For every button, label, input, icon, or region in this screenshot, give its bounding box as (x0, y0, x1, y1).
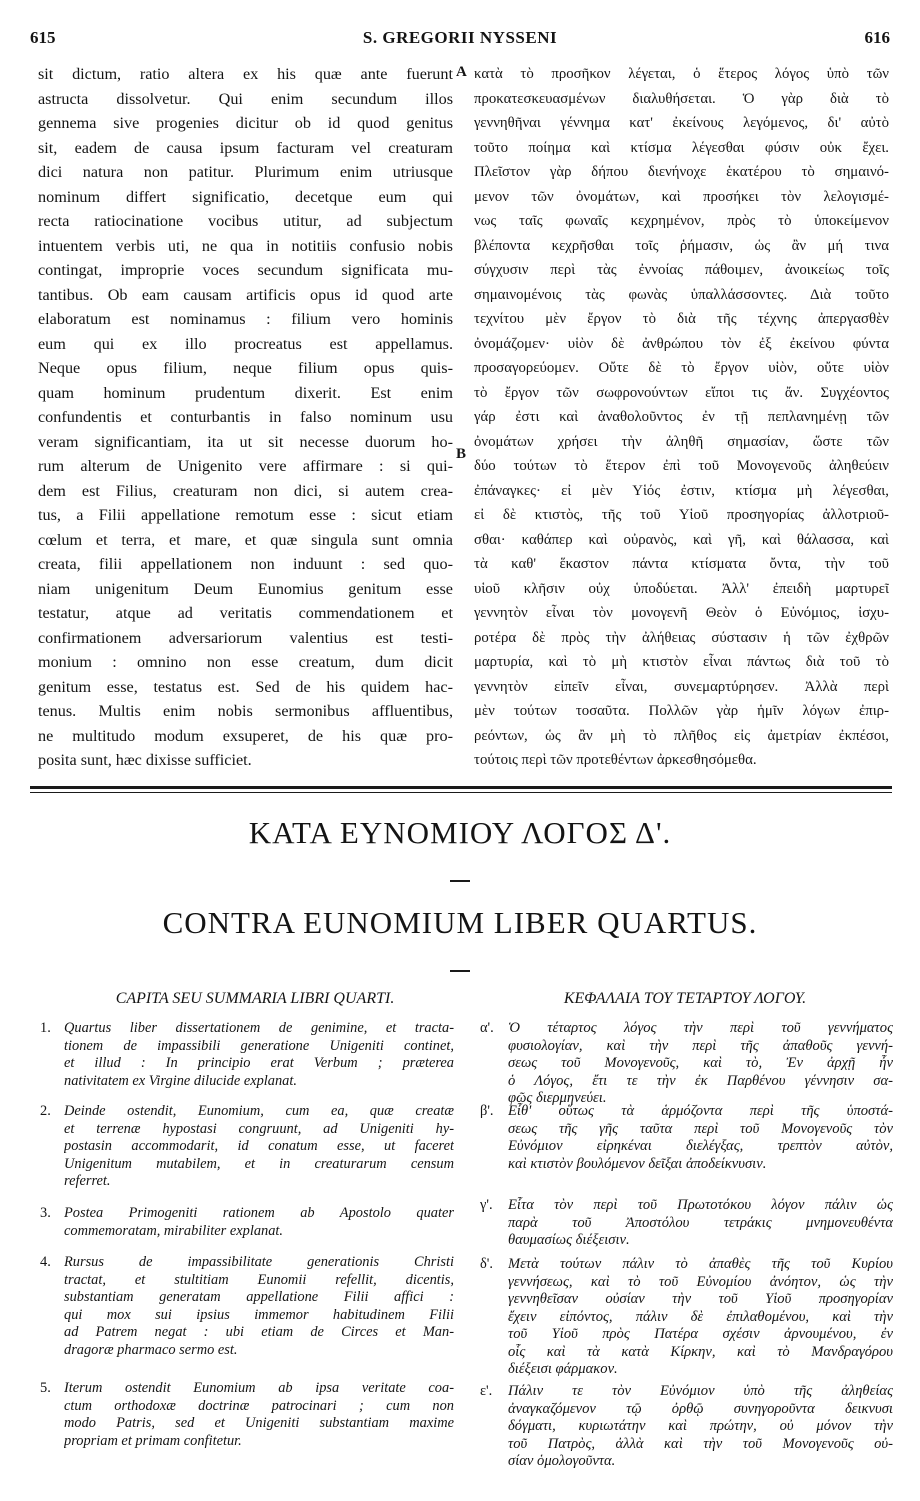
capitulum-number: 2. (40, 1103, 51, 1119)
text-line: γεννηθῆναι γέννημα κατ' ἐκείνους λεγόμενος, δι' αὐτὸ (474, 115, 889, 131)
text-line: quam hominum prudentum dixerit. Est enim (38, 383, 453, 402)
capitulum-line: οἷς καὶ τὰ κατὰ Κίρκην, καὶ τὸ Μανδραγόρου (508, 1343, 893, 1360)
capita-heading-greek: ΚΕΦΑΛΑΙΑ ΤΟΥ ΤΕΤΑΡΤΟΥ ΛΟΓΟΥ. (563, 990, 807, 1007)
text-line: μὲν τούτων τοσαῦτα. Πολλῶν γὰρ ἡμῖν λόγων ἐπιρ- (474, 703, 889, 719)
capitulum-number: δ'. (480, 1256, 493, 1272)
text-line: ne multitudo modum exsuperet, de his quæ pro- (38, 726, 453, 745)
capitulum-line: Iterum ostendit Eunomium ab ipsa veritate coa- (64, 1380, 454, 1396)
capitulum-line: Postea Primogeniti rationem ab Apostolo quater (64, 1205, 454, 1221)
capitulum-number: α'. (480, 1020, 494, 1036)
text-line: elaboratum est nominamus : filium vero hominis (38, 310, 453, 328)
text-line: recta ratiocinatione vocibus utitur, ad subjectum (38, 212, 453, 230)
section-rule-thin (30, 792, 892, 793)
capitulum-line: φῶς διερμηνεύει. (508, 1090, 607, 1106)
page-number-left: 615 (30, 28, 56, 47)
text-line: δύο τούτων τὸ ἕτερον ἐπὶ τοῦ Μονογενοῦς ἀληθεύειν (474, 458, 889, 474)
text-line: υἱοῦ κλῆσιν οὐχ ὑποδύεται. Ἀλλ' ἐπειδὴ μαρτυρεῖ (474, 580, 889, 597)
text-line: posita sunt, hæc dixisse sufficiet. (38, 751, 252, 769)
text-line: intuentem verbis uti, ne qua in notitiis confusio nobis (38, 236, 453, 255)
capitulum-entry (480, 1197, 893, 1250)
capitulum-line: Πάλιν τε τὸν Εὐνόμιον ὑπὸ τῆς ἀληθείας (508, 1383, 893, 1399)
capitulum-line: παρὰ τοῦ Ἀποστόλου τετράκις μνημονευθέντα (508, 1214, 893, 1231)
capitulum-line: τοῦ Υἱοῦ πρὸς Πατέρα σχέσιν ἀρνουμένου, ἐν (508, 1326, 893, 1342)
capitulum-entry (480, 1020, 893, 1108)
capitulum-entry (40, 1254, 454, 1359)
greek-text-column (474, 62, 889, 773)
capitulum-line: Εὐνόμιον εἰρηκέναι διελέγξας, τρεπτὸν αὐτὸν, (508, 1138, 893, 1154)
text-line: τεχνίτου μὲν ἔργον τὸ διὰ τῆς τέχνης ἀπεργασθὲν (474, 311, 889, 327)
text-line: gennema sive progenies dicitur ob id quod genitus (38, 114, 453, 132)
capitulum-entry (40, 1020, 454, 1090)
text-line: tenus. Multis enim nobis sermonibus affluentibus, (38, 702, 453, 720)
capitulum-line: dragoræ pharmaco sermo est. (64, 1341, 238, 1358)
margin-letter-a: A (456, 64, 467, 80)
capitulum-line: σίαν ὁμολογοῦντα. (508, 1453, 616, 1469)
book-title-latin: CONTRA EUNOMIUM LIBER QUARTUS. (162, 905, 758, 940)
capitulum-line: ἀναγκαζόμενον τῷ ὀρθῷ συνηγοροῦντα δεικνυσι (508, 1400, 893, 1417)
text-line: dem est Filius, creaturam non dici, si autem crea- (38, 481, 453, 500)
capitulum-line: φυσιολογίαν, καὶ τὴν περὶ τῆς ἀπαθοῦς γεννή- (508, 1037, 893, 1054)
text-line: contingat, improprie voces secundum significata mu- (38, 261, 453, 279)
text-line: κατὰ τὸ προσῆκον λέγεται, ὁ ἕτερος λόγος ὑπὸ τῶν (474, 66, 889, 82)
capitulum-number: 3. (40, 1205, 51, 1221)
text-line: μαρτυρία, καὶ τὸ μὴ κτιστὸν εἶναι πάντως διὰ τοῦ τὸ (474, 654, 889, 670)
capitulum-entry (480, 1256, 893, 1379)
text-line: μενον τῶν ὀνομάτων, καὶ προσήκει τὸν λελογισμέ- (474, 188, 889, 205)
text-line: σθαι· καθάπερ καὶ οὐρανὸς, καὶ γῆ, καὶ θάλασσα, καὶ (474, 531, 889, 548)
capitulum-entry (480, 1103, 893, 1173)
text-line: sit dictum, ratio altera ex his quæ ante fuerunt (38, 65, 453, 83)
capitulum-number: γ'. (480, 1197, 493, 1213)
text-line: cœlum et terra, et mare, et quæ singula sunt omnia (38, 530, 453, 549)
text-line: προσαγορεύομεν. Οὔτε δὲ τὸ ἔργον υἱὸν, οὔτε υἱὸν (474, 360, 889, 376)
capitulum-line: qui mox sui ipsius immemor habitudinem Filii (64, 1306, 454, 1323)
text-line: ἐπάναγκες· εἰ μὲν Υἱός ἐστιν, κτίσμα μὴ λέγεσθαι, (474, 482, 889, 499)
capitulum-line: propriam et primam confitetur. (64, 1432, 242, 1449)
capitulum-line: Μετὰ τούτων πάλιν τὸ ἀπαθὲς τῆς τοῦ Κυρίου (508, 1256, 893, 1272)
capitulum-number: ε'. (480, 1383, 493, 1399)
capitulum-line: Rursus de impassibilitate generationis Christi (64, 1254, 454, 1270)
text-line: eum qui ex illo procreatus est appellamus. (38, 334, 453, 353)
capitulum-line: τοῦ Πατρὸς, ἀλλὰ καὶ τὴν τοῦ Μονογενοῦς οὐ- (508, 1435, 893, 1452)
capitulum-line: Deinde ostendit, Eunomium, cum ea, quæ creatæ (64, 1103, 454, 1119)
text-line: ὀνομάζομεν· υἱὸν δὲ ἀνθρώπου τὸν ἐξ ἐκείνου φύντα (474, 335, 889, 352)
text-line: τούτοις περὶ τῶν προτεθέντων ἀρκεσθησόμεθα. (474, 752, 757, 768)
capitulum-line: referret. (64, 1173, 111, 1189)
capitulum-line: Εἶτα τὸν περὶ τοῦ Πρωτοτόκου λόγον πάλιν ὡς (508, 1197, 893, 1213)
capitulum-line: ad Patrem negat : ubi etiam de Circes et Man- (64, 1324, 454, 1340)
running-header (30, 8, 890, 48)
section-rule (30, 786, 892, 789)
capitulum-line: ctum orthodoxæ doctrinæ patrocinari ; cum non (64, 1397, 454, 1414)
text-line: confundentis et conturbantis in falso nominum usu (38, 408, 453, 426)
capitulum-line: ἔχειν εἰπόντος, πάλιν δὲ ἐπιλαθομένου, καὶ τὴν (508, 1308, 893, 1325)
latin-text-column (38, 62, 453, 773)
text-line: veram significantiam, ita ut sit necesse duorum ho- (38, 432, 453, 451)
capitulum-line: δόγματι, κυριωτάτην καὶ πρώτην, οὐ μόνον τὴν (508, 1418, 893, 1434)
text-line: σύγχυσιν περὶ τὰς ἐννοίας πάθοιμεν, ἀνοικείως τοῖς (474, 262, 889, 278)
capita-heading-latin: CAPITA SEU SUMMARIA LIBRI QUARTI. (115, 990, 395, 1007)
capitulum-line: postasin accommodarit, id conatum esse, ut faceret (64, 1138, 454, 1154)
capitulum-entry (40, 1380, 454, 1450)
page-number-right: 616 (864, 28, 890, 47)
capitulum-line: διέξεισι φάρμακον. (508, 1361, 618, 1377)
capitulum-entry (40, 1205, 454, 1240)
capitulum-line: Quartus liber dissertationem de genimine, et tracta- (64, 1020, 454, 1036)
capitulum-line: σεως τοῦ Μονογενοῦς, καὶ τὸ, Ἐν ἀρχῇ ἦν (508, 1055, 893, 1071)
text-line: astructa dissolvetur. Qui enim secundum illos (38, 89, 453, 108)
capitulum-line: ὁ Λόγος, ἔτι τε τὴν ἐκ Παρθένου γέννησιν σα- (508, 1072, 893, 1089)
text-line: γάρ ἐστι καὶ ἀναθολοῦντος ἐν τῇ πεπλανημένῃ τῶν (474, 409, 889, 425)
text-line: σημαινομένοις τὰς φωνὰς ὑπαλλάσσοντες. Διὰ τοῦτο (474, 286, 889, 303)
capitulum-line: nativitatem ex Virgine dilucide explanat. (64, 1072, 297, 1089)
capitulum-line: θαυμασίως διέξεισιν. (508, 1232, 630, 1248)
text-line: γεννητὸν εἶναι τὸν μονογενῆ Θεὸν ὁ Εὐνόμιος, ἰσχυ- (474, 605, 889, 621)
capitulum-number: 1. (40, 1020, 51, 1036)
text-line: rum alterum de Unigenito vere affirmare : si qui- (38, 457, 453, 475)
capitulum-line: et illud : In principio erat Verbum ; præterea (64, 1055, 454, 1071)
capitulum-line: καὶ κτιστὸν βουλόμενον δεῖξαι ἀποδείκνυσιν. (508, 1155, 767, 1172)
text-line: nominum differt significatio, decetque eum qui (38, 187, 453, 206)
text-line: γεννητὸν εἰπεῖν εἶναι, συνεμαρτύρησεν. Ἀλλὰ περὶ (474, 678, 889, 695)
text-line: dici natura non patitur. Plurimum enim utriusque (38, 163, 453, 181)
title-dash (450, 970, 470, 972)
capitulum-line: σεως τῆς γῆς ταῦτα περὶ τοῦ Μονογενοῦς τὸν (508, 1120, 893, 1137)
text-line: tantibus. Ob eam causam artificis opus id quod arte (38, 285, 453, 304)
capitulum-line: modo Patris, sed et Unigeniti substantiam maxime (64, 1415, 454, 1431)
text-line: niam unigenitum Deum Eunomius genitum esse (38, 579, 453, 598)
capitulum-line: γεννηθεῖσαν οὐσίαν τὴν τοῦ Υἱοῦ προσηγορίαν (508, 1291, 893, 1307)
capitulum-number: β'. (480, 1103, 494, 1119)
text-line: testatur, atque ad veritatis commendationem et (38, 604, 453, 622)
title-dash (450, 880, 470, 882)
text-line: ὀνομάτων χρήσει τὴν ἀληθῆ σημασίαν, ὥστε τῶν (474, 433, 889, 450)
capitulum-line: tractat, et stultitiam Eunomii refellit, dicentis, (64, 1271, 454, 1288)
text-line: Πλεῖστον γὰρ δήπου διενήνοχε ἑκατέρου τὸ σημαινό- (474, 164, 889, 180)
text-line: monium : omnino non esse creatum, dum dicit (38, 653, 453, 671)
capitulum-line: et terrenæ hypostasi congruunt, ad Unigeniti hy- (64, 1120, 454, 1137)
capitulum-line: Εἶθ' οὕτως τὰ ἁρμόζοντα περὶ τῆς ὑποστά- (508, 1103, 893, 1119)
text-line: creata, filii appellationem non induunt : sed quo- (38, 555, 453, 573)
text-line: ροτέρα δὲ πρὸς τὴν ἀλήθειας σύστασιν ἡ τῶν ἐχθρῶν (474, 629, 889, 646)
capitulum-line: tionem de impassibili generatione Unigeniti continet, (64, 1037, 454, 1054)
capitulum-line: commemoratam, mirabiliter explanat. (64, 1222, 284, 1239)
text-line: genitum esse, testatus est. Sed de his quidem hac- (38, 677, 453, 696)
capitulum-entry (480, 1383, 893, 1471)
text-line: προκατεσκευασμένων διαλυθήσεται. Ὁ γὰρ διὰ τὸ (474, 90, 889, 107)
text-line: confirmationem adversariorum valentius est testi- (38, 628, 453, 647)
capitulum-line: γεννήσεως, καὶ τὸ τοῦ Εὐνομίου ἀνόητον, ὡς τὴν (508, 1273, 893, 1290)
text-line: sit, eadem de causa ipsum facturam vel creaturam (38, 138, 453, 157)
text-line: νως ταῖς φωναῖς κεχρημένον, πρὸς τὸ ὑποκείμενον (474, 213, 889, 229)
running-title: S. GREGORII NYSSENI (362, 28, 558, 47)
text-line: τοῦτο ποίημα καὶ κτίσμα λέγεσθαι φύσιν οὐκ ἔχει. (474, 139, 889, 156)
capitulum-number: 4. (40, 1254, 51, 1270)
text-line: τὸ ἔργον τῶν σωφρονούντων εἴποι τις ἄν. Συγχέοντος (474, 384, 889, 401)
capitulum-line: Ὁ τέταρτος λόγος τὴν περὶ τοῦ γεννήματος (508, 1020, 893, 1036)
text-line: Neque opus filium, neque filium opus quis- (38, 359, 453, 377)
capitulum-number: 5. (40, 1380, 51, 1396)
book-title-greek: ΚΑΤΑ ΕΥΝΟΜΙΟΥ ΛΟΓΟΣ Δ'. (248, 815, 672, 850)
margin-letter-b: B (456, 446, 467, 462)
capitulum-line: Unigenitum mutabilem, et in creaturarum censum (64, 1155, 454, 1172)
text-line: βλέποντα κεχρῆσθαι τοῖς ῥήμασιν, ὡς ἂν μή τινα (474, 237, 889, 254)
capitulum-entry (40, 1103, 454, 1191)
text-line: εἰ δὲ κτιστὸς, τῆς τοῦ Υἱοῦ προσηγορίας ἀλλοτριοῦ- (474, 507, 889, 523)
text-line: τὰ καθ' ἕκαστον πάντα κτίσματα ὄντα, τὴν τοῦ (474, 556, 889, 572)
text-line: tus, a Filii appellatione remotum esse : sicut etiam (38, 506, 453, 524)
capitulum-line: substantiam generatam appellatione Filii affici : (64, 1289, 454, 1305)
text-line: ρεόντων, ὡς ἂν μὴ τὸ πλῆθος εἰς ἀμετρίαν ἐκπέσοι, (474, 727, 889, 744)
